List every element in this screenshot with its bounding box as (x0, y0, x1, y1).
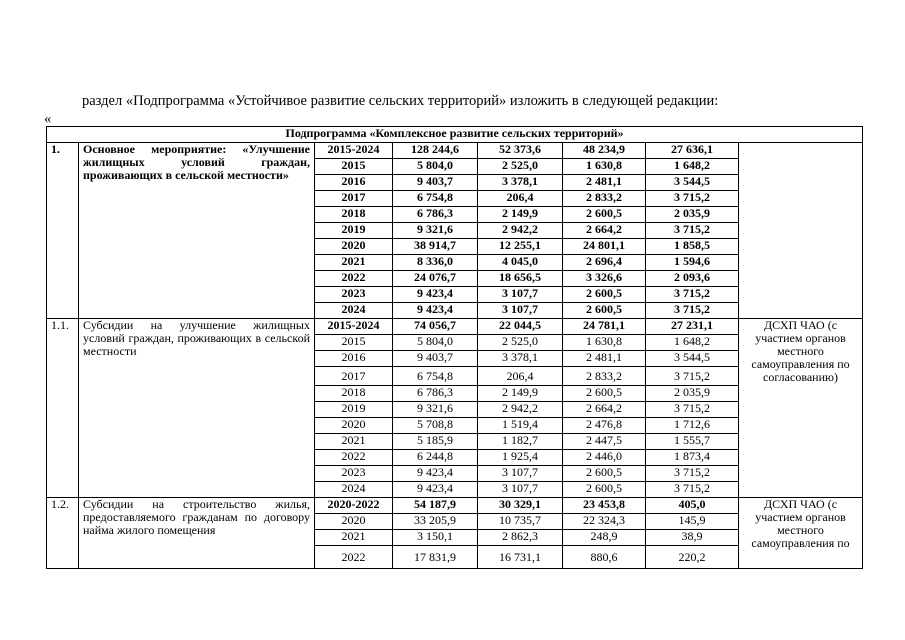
amount-cell: 2 942,2 (478, 223, 563, 239)
amount-cell: 206,4 (478, 367, 563, 386)
amount-cell: 3 107,7 (478, 482, 563, 498)
amount-cell: 74 056,7 (393, 319, 478, 335)
amount-cell: 1 858,5 (646, 239, 739, 255)
amount-cell: 3 715,2 (646, 223, 739, 239)
amount-cell: 9 403,7 (393, 175, 478, 191)
period-cell: 2015-2024 (315, 319, 393, 335)
period-cell: 2023 (315, 466, 393, 482)
amount-cell: 2 664,2 (563, 402, 646, 418)
amount-cell: 9 423,4 (393, 287, 478, 303)
amount-cell: 38,9 (646, 530, 739, 546)
period-cell: 2016 (315, 175, 393, 191)
amount-cell: 1 519,4 (478, 418, 563, 434)
amount-cell: 6 754,8 (393, 191, 478, 207)
amount-cell: 1 182,7 (478, 434, 563, 450)
amount-cell: 4 045,0 (478, 255, 563, 271)
amount-cell: 2 696,4 (563, 255, 646, 271)
amount-cell: 1 630,8 (563, 335, 646, 351)
amount-cell: 2 600,5 (563, 386, 646, 402)
amount-cell: 18 656,5 (478, 271, 563, 287)
amount-cell: 1 712,6 (646, 418, 739, 434)
amount-cell: 9 321,6 (393, 402, 478, 418)
amount-cell: 1 648,2 (646, 159, 739, 175)
amount-cell: 6 786,3 (393, 207, 478, 223)
amount-cell: 405,0 (646, 498, 739, 514)
amount-cell: 2 035,9 (646, 207, 739, 223)
table-row (47, 143, 863, 159)
table-row (47, 498, 863, 514)
period-cell: 2022 (315, 271, 393, 287)
amount-cell: 3 107,7 (478, 287, 563, 303)
table-body (47, 127, 863, 569)
amount-cell: 5 708,8 (393, 418, 478, 434)
amount-cell: 24 801,1 (563, 239, 646, 255)
amount-cell: 2 481,1 (563, 175, 646, 191)
amount-cell: 2 446,0 (563, 450, 646, 466)
amount-cell: 145,9 (646, 514, 739, 530)
subprogram-table (46, 126, 863, 569)
period-cell: 2015 (315, 335, 393, 351)
amount-cell: 2 149,9 (478, 386, 563, 402)
amount-cell: 2 600,5 (563, 207, 646, 223)
amount-cell: 3 715,2 (646, 466, 739, 482)
amount-cell: 2 942,2 (478, 402, 563, 418)
amount-cell: 3 378,1 (478, 175, 563, 191)
amount-cell: 3 326,6 (563, 271, 646, 287)
amount-cell: 54 187,9 (393, 498, 478, 514)
amount-cell: 1 873,4 (646, 450, 739, 466)
amount-cell: 9 403,7 (393, 351, 478, 367)
amount-cell: 3 150,1 (393, 530, 478, 546)
amount-cell: 3 715,2 (646, 367, 739, 386)
amount-cell: 2 525,0 (478, 159, 563, 175)
period-cell: 2015-2024 (315, 143, 393, 159)
section-number: 1. (47, 143, 79, 319)
section-name: Субсидии на строительство жилья, предоставляемого гражданам по договору найма жилого помещения (79, 498, 315, 569)
table-title: Подпрограмма «Комплексное развитие сельских территорий» (47, 127, 863, 143)
amount-cell: 6 244,8 (393, 450, 478, 466)
amount-cell: 23 453,8 (563, 498, 646, 514)
amount-cell: 30 329,1 (478, 498, 563, 514)
section-name: Основное мероприятие: «Улучшение жилищных условий граждан, проживающих в сельской местности» (79, 143, 315, 319)
table-row (47, 319, 863, 335)
amount-cell: 22 324,3 (563, 514, 646, 530)
amount-cell: 248,9 (563, 530, 646, 546)
period-cell: 2018 (315, 386, 393, 402)
period-cell: 2022 (315, 546, 393, 569)
amount-cell: 9 423,4 (393, 303, 478, 319)
period-cell: 2020-2022 (315, 498, 393, 514)
amount-cell: 8 336,0 (393, 255, 478, 271)
amount-cell: 2 481,1 (563, 351, 646, 367)
amount-cell: 22 044,5 (478, 319, 563, 335)
amount-cell: 206,4 (478, 191, 563, 207)
section-name: Субсидии на улучшение жилищных условий граждан, проживающих в сельской местности (79, 319, 315, 498)
amount-cell: 3 715,2 (646, 287, 739, 303)
amount-cell: 3 107,7 (478, 466, 563, 482)
amount-cell: 9 423,4 (393, 482, 478, 498)
amount-cell: 5 185,9 (393, 434, 478, 450)
period-cell: 2020 (315, 418, 393, 434)
amount-cell: 10 735,7 (478, 514, 563, 530)
amount-cell: 6 786,3 (393, 386, 478, 402)
period-cell: 2021 (315, 255, 393, 271)
amount-cell: 12 255,1 (478, 239, 563, 255)
section-number: 1.1. (47, 319, 79, 498)
amount-cell: 17 831,9 (393, 546, 478, 569)
amount-cell: 3 715,2 (646, 482, 739, 498)
amount-cell: 2 476,8 (563, 418, 646, 434)
amount-cell: 9 321,6 (393, 223, 478, 239)
amount-cell: 3 544,5 (646, 175, 739, 191)
amount-cell: 1 925,4 (478, 450, 563, 466)
executor-cell: ДСХП ЧАО (с участием органов местного самоуправления по согласованию) (739, 319, 863, 498)
amount-cell: 48 234,9 (563, 143, 646, 159)
amount-cell: 1 630,8 (563, 159, 646, 175)
amount-cell: 2 600,5 (563, 303, 646, 319)
amount-cell: 1 555,7 (646, 434, 739, 450)
amount-cell: 2 600,5 (563, 287, 646, 303)
amount-cell: 38 914,7 (393, 239, 478, 255)
amount-cell: 6 754,8 (393, 367, 478, 386)
amount-cell: 2 664,2 (563, 223, 646, 239)
amount-cell: 2 600,5 (563, 482, 646, 498)
amount-cell: 52 373,6 (478, 143, 563, 159)
amount-cell: 33 205,9 (393, 514, 478, 530)
amount-cell: 1 648,2 (646, 335, 739, 351)
amount-cell: 2 862,3 (478, 530, 563, 546)
amount-cell: 2 093,6 (646, 271, 739, 287)
period-cell: 2024 (315, 303, 393, 319)
intro-text: раздел «Подпрограмма «Устойчивое развитие сельских территорий» изложить в следующей редакции: (82, 93, 719, 109)
amount-cell: 27 231,1 (646, 319, 739, 335)
amount-cell: 3 715,2 (646, 303, 739, 319)
amount-cell: 880,6 (563, 546, 646, 569)
period-cell: 2015 (315, 159, 393, 175)
amount-cell: 2 833,2 (563, 191, 646, 207)
executor-cell (739, 143, 863, 319)
amount-cell: 2 149,9 (478, 207, 563, 223)
amount-cell: 128 244,6 (393, 143, 478, 159)
period-cell: 2017 (315, 191, 393, 207)
period-cell: 2018 (315, 207, 393, 223)
amount-cell: 2 035,9 (646, 386, 739, 402)
amount-cell: 3 715,2 (646, 191, 739, 207)
amount-cell: 27 636,1 (646, 143, 739, 159)
amount-cell: 2 600,5 (563, 466, 646, 482)
section-number: 1.2. (47, 498, 79, 569)
period-cell: 2021 (315, 434, 393, 450)
amount-cell: 220,2 (646, 546, 739, 569)
period-cell: 2020 (315, 514, 393, 530)
period-cell: 2020 (315, 239, 393, 255)
period-cell: 2016 (315, 351, 393, 367)
amount-cell: 2 447,5 (563, 434, 646, 450)
period-cell: 2019 (315, 223, 393, 239)
amount-cell: 3 544,5 (646, 351, 739, 367)
amount-cell: 1 594,6 (646, 255, 739, 271)
amount-cell: 2 525,0 (478, 335, 563, 351)
period-cell: 2024 (315, 482, 393, 498)
amount-cell: 5 804,0 (393, 159, 478, 175)
amount-cell: 24 781,1 (563, 319, 646, 335)
period-cell: 2023 (315, 287, 393, 303)
period-cell: 2021 (315, 530, 393, 546)
period-cell: 2019 (315, 402, 393, 418)
amount-cell: 3 378,1 (478, 351, 563, 367)
amount-cell: 5 804,0 (393, 335, 478, 351)
opening-quote: « (44, 111, 52, 127)
amount-cell: 9 423,4 (393, 466, 478, 482)
amount-cell: 3 107,7 (478, 303, 563, 319)
amount-cell: 16 731,1 (478, 546, 563, 569)
amount-cell: 3 715,2 (646, 402, 739, 418)
period-cell: 2017 (315, 367, 393, 386)
amount-cell: 24 076,7 (393, 271, 478, 287)
amount-cell: 2 833,2 (563, 367, 646, 386)
executor-cell: ДСХП ЧАО (с участием органов местного самоуправления по (739, 498, 863, 569)
period-cell: 2022 (315, 450, 393, 466)
